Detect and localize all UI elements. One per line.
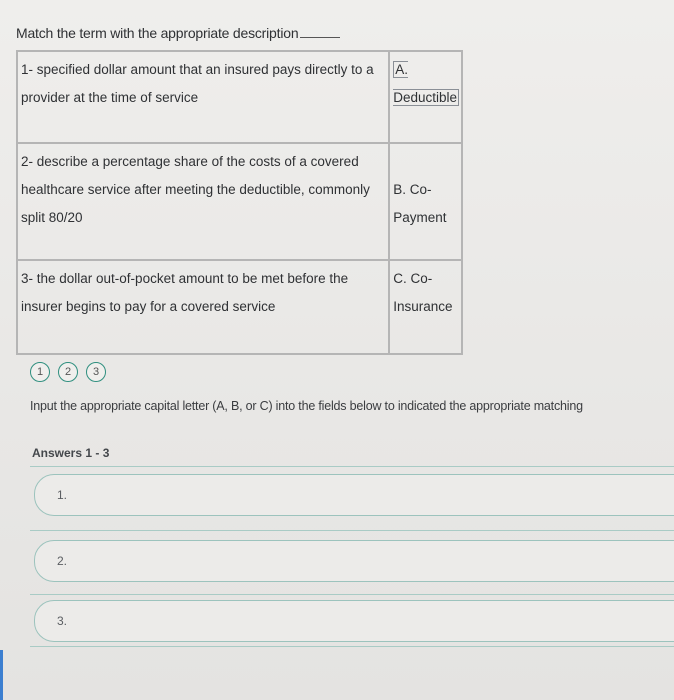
term-label-a: A. Deductible (393, 62, 458, 105)
answer-field-3[interactable] (34, 600, 674, 642)
field-group-divider (30, 646, 674, 647)
answer-field-label: 3. (57, 614, 68, 628)
term-cell-a (389, 51, 462, 143)
table-row (17, 51, 462, 143)
window-edge-strip (0, 650, 3, 700)
term-cell-b (389, 143, 462, 260)
field-group-divider (30, 466, 674, 467)
question-text: Match the term with the appropriate description (16, 25, 299, 41)
answer-field-1[interactable] (34, 474, 674, 516)
table-row (17, 260, 462, 354)
description-cell-3: 3- the dollar out-of-pocket amount to be met before the insurer begins to pay for a covered service (17, 260, 389, 354)
term-cell-c (389, 260, 462, 354)
question-prompt (16, 25, 340, 41)
table-row (17, 143, 462, 260)
answer-field-label: 2. (57, 554, 68, 568)
field-group-divider (30, 594, 674, 595)
answers-heading: Answers 1 - 3 (32, 446, 110, 460)
step-indicator (30, 362, 106, 382)
instruction-text: Input the appropriate capital letter (A, B, or C) into the fields below to indicated the appropriate matching (30, 399, 583, 413)
field-group-divider (30, 530, 674, 531)
step-3-button[interactable]: 3 (86, 362, 106, 382)
matching-table (16, 50, 463, 355)
term-label-b: B. Co-Payment (393, 182, 447, 225)
answer-field-label: 1. (57, 488, 68, 502)
step-1-button[interactable]: 1 (30, 362, 50, 382)
description-cell-1: 1- specified dollar amount that an insured pays directly to a provider at the time of service (17, 51, 389, 143)
question-blank (300, 37, 340, 38)
answer-field-2[interactable] (34, 540, 674, 582)
description-cell-2: 2- describe a percentage share of the costs of a covered healthcare service after meeting the deductible, commonly split 80/20 (17, 143, 389, 260)
step-2-button[interactable]: 2 (58, 362, 78, 382)
term-label-c: C. Co-Insurance (393, 271, 453, 314)
